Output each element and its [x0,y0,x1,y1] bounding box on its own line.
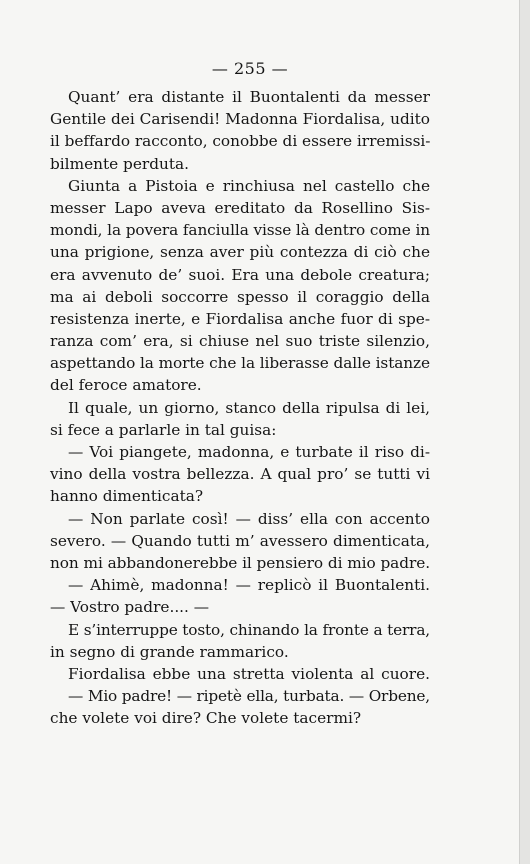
text-line: bilmente perduta. [50,154,189,173]
text-line: in segno di grande rammarico. [50,642,289,661]
page-number: — 255 — [211,59,289,78]
text-line: E s’interruppe tosto, chinando la fronte a terra, [68,620,430,639]
text-line: una prigione, senza aver più contezza di ciò che [50,243,430,262]
text-line: — Non parlate così! — diss’ ella con accento [68,509,430,528]
text-line: hanno dimenticata? [50,487,204,506]
text-line: non mi abbandonerebbe il pensiero di mio padre. [50,553,430,572]
page-edge [519,0,530,864]
text-line: ranza com’ era, si chiuse nel suo triste silenzio, [50,332,430,351]
text-line: messer Lapo aveva ereditato da Rosellino Sis- [50,198,430,217]
text-line: Fiordalisa ebbe una stretta violenta al cuore. [68,664,430,683]
text-line: — Ahimè, madonna! — replicò il Buontalenti. [68,576,430,595]
text-line: era avvenuto de’ suoi. Era una debole creatura; [50,265,430,284]
text-line: Gentile dei Carisendi! Madonna Fiordalisa, udito [50,110,430,129]
text-line: del feroce amatore. [50,376,202,395]
text-line: — Vostro padre.... — [50,598,210,617]
text-line: Quant’ era distante il Buontalenti da messer [68,88,430,106]
text-line: ma ai deboli soccorre spesso il coraggio della [50,287,430,306]
text-line: — Mio padre! — ripetè ella, turbata. — Orbene, [68,687,430,706]
text-line: si fece a parlarle in tal guisa: [50,420,277,439]
body-text [50,86,430,729]
text-line: — Voi piangete, madonna, e turbate il riso di- [68,443,430,461]
text-line: Giunta a Pistoia e rinchiusa nel castello che [68,176,430,195]
text-line: il beffardo racconto, conobbe di essere irremissi- [50,132,431,151]
text-line: che volete voi dire? Che volete tacermi? [50,709,362,728]
text-line: Il quale, un giorno, stanco della ripulsa di lei, [68,398,430,417]
text-line: resistenza inerte, e Fiordalisa anche fuor di spe- [50,309,430,328]
text-line: mondi, la povera fanciulla visse là dentro come in [50,221,430,240]
text-line: aspettando la morte che la liberasse dalle istanze [50,354,430,373]
text-line: vino della vostra bellezza. A qual pro’ se tutti vi [50,465,430,484]
text-line: severo. — Quando tutti m’ avessero dimenticata, [50,531,430,550]
